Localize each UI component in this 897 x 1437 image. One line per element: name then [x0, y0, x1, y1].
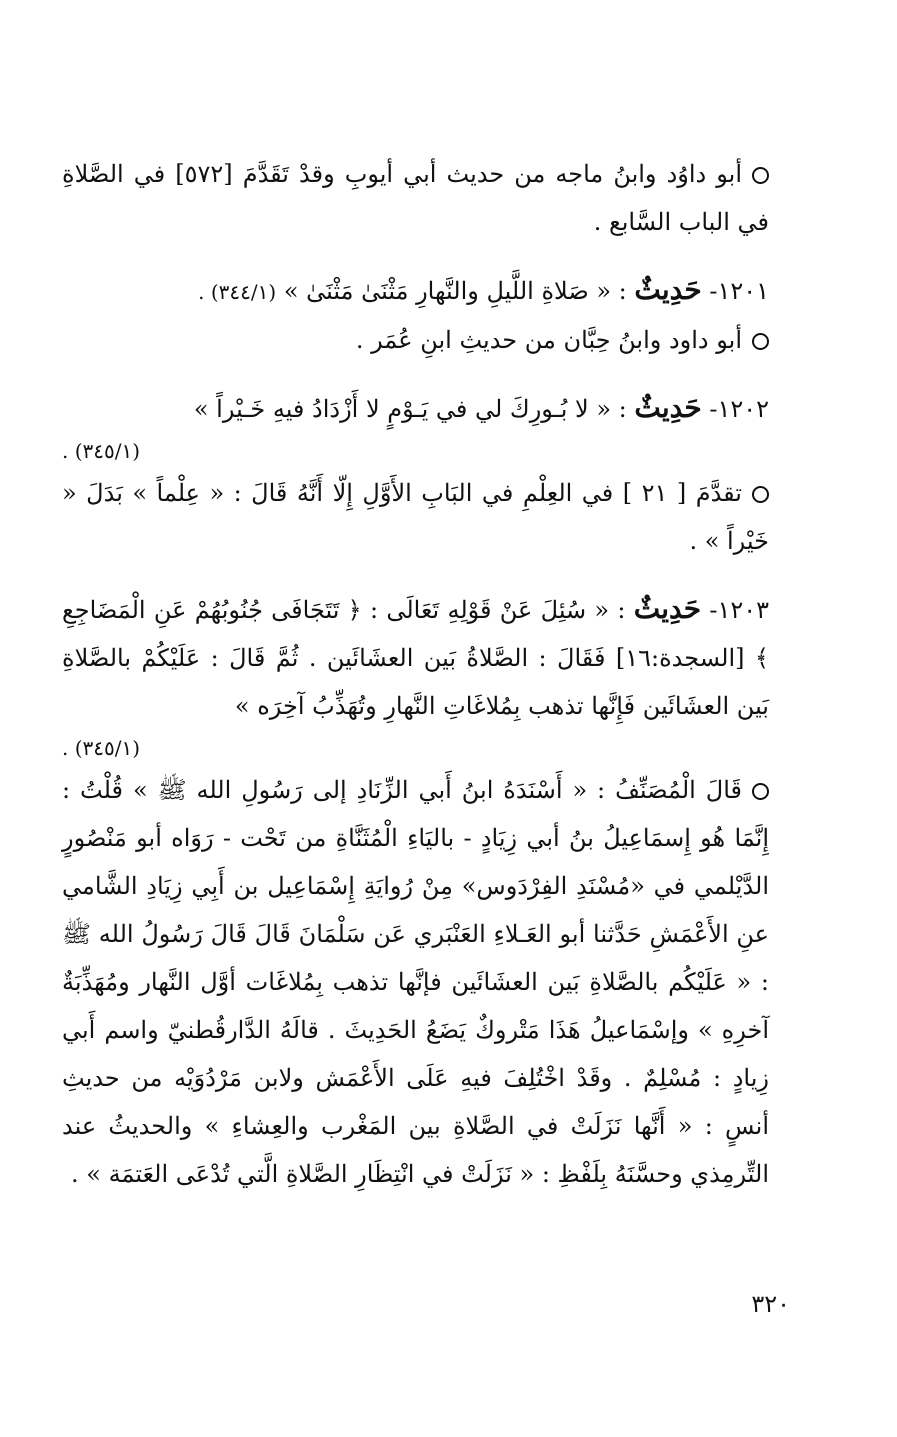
hadith-entry — [62, 266, 769, 316]
hadith-number: ١٢٠١- — [709, 277, 769, 305]
circle-bullet-icon — [752, 783, 769, 800]
hadith-keyword: حَدِيثٌ — [634, 391, 702, 424]
hadith-number: ١٢٠٣- — [709, 596, 770, 624]
circle-bullet-icon — [752, 486, 769, 503]
hadith-number: ١٢٠٢- — [709, 395, 769, 423]
hadith-reference: (٣٤٥/١) . — [62, 736, 141, 760]
note-text: أبو داود وابنُ حِبَّان من حديثِ ابنِ عُمَر . — [355, 326, 742, 354]
hadith-entry — [62, 585, 769, 766]
circle-bullet-icon — [752, 167, 769, 184]
circle-bullet-icon — [752, 333, 769, 350]
hadith-entry — [62, 384, 769, 469]
note-text: قَالَ الْمُصَنِّفُ : « أَسْنَدَهُ ابنُ أَبي الزِّنَادِ إلى رَسُولِ الله ﷺ » قُلْتُ : إِنَّمَا هُو إِسمَاعِيلُ بنُ أبي زِيَادٍ - باليَاءِ الْمُثَنَّاةِ من تَحْت - رَوَاه أبو مَنْصُورٍ الدَّيْلمي في «مُسْنَدِ الفِرْدَوس» مِنْ رُوايَةِ إِسْمَاعِيل بن أَبِي زِيَادِ الشَّامي عنِ الأَعْمَشِ حَدَّثنا أبو العَـلاءِ العَنْبَري عَن سَلْمَانَ قَالَ قَالَ رَسُولُ الله ﷺ : « عَلَيْكُم بالصَّلاةِ بَين العشَائَين فإنَّها تذهب بِمُلاغَات أوَّل النَّهار ومُهَذِّبَةٌ آخرِهِ » وإسْمَاعيلُ هَذَا مَتْروكٌ يَضَعُ الحَدِيثَ . قالَهُ الدَّارقُطنيّ واسم أَبي زِيادٍ : مُسْلِمٌ . وقَدْ اخْتُلِفَ فيهِ عَلَى الأَعْمَش ولابن مَرْدُوَيْه من حديثِ أنسٍ : « أَنَّها نَزَلَتْ في الصَّلاةِ بين المَغْرب والعِشاءِ » والحديثُ عند التِّرمِذي وحسَّنَهُ بِلَفْظِ : « نَزَلَتْ في انْتِظَارِ الصَّلاةِ الَّتي تُدْعَى العَتمَة » . — [62, 776, 769, 1188]
page-number: ٣٢٠ — [751, 1290, 790, 1318]
hadith-reference: (٣٤٥/١) . — [62, 439, 141, 463]
note-paragraph — [62, 766, 769, 1198]
note-text: تقدَّمَ [ ٢١ ] في العِلْمِ في البَابِ الأَوَّلِ إِلّا أَنَّهُ قَالَ : « عِلْماً » بَدَلَ « خَيْراً » . — [62, 479, 769, 555]
page-content — [62, 150, 769, 1198]
note-text: أبو داوُد وابنُ ماجه من حديث أبي أيوبِ وقدْ تَقَدَّمَ [٥٧٢] في الصَّلاةِ في الباب السَّابع . — [62, 160, 769, 236]
hadith-text: : « لا بُـورِكَ لي في يَـوْمٍ لا أَزْدَادُ فيهِ خَـيْراً » — [193, 395, 627, 423]
hadith-text: : « سُئِلَ عَنْ قَوْلِهِ تَعَالَى : ﴿ تَتَجَافَى جُنُوبُهُمْ عَنِ الْمَضَاجِعِ ﴾ [السجدة:١٦] فَقَالَ : الصَّلاةُ بَين العشَائَين . ثُمَّ قَالَ : عَلَيْكُمْ بالصَّلاةِ بَين العشَائَين فَإِنَّها تذهب بِمُلاغَاتِ النَّهارِ وتُهَذِّبُ آخِرَه » — [62, 596, 769, 720]
note-paragraph — [62, 316, 769, 364]
hadith-reference: (٣٤٤/١) . — [198, 280, 277, 304]
hadith-text: : « صَلاةِ اللَّيلِ والنَّهارِ مَثْنَىٰ مَثْنَىٰ » — [283, 277, 627, 305]
hadith-keyword: حَدِيثٌ — [634, 273, 702, 306]
note-paragraph — [62, 469, 769, 565]
note-paragraph — [62, 150, 769, 246]
hadith-keyword: حَدِيثٌ — [633, 592, 702, 625]
